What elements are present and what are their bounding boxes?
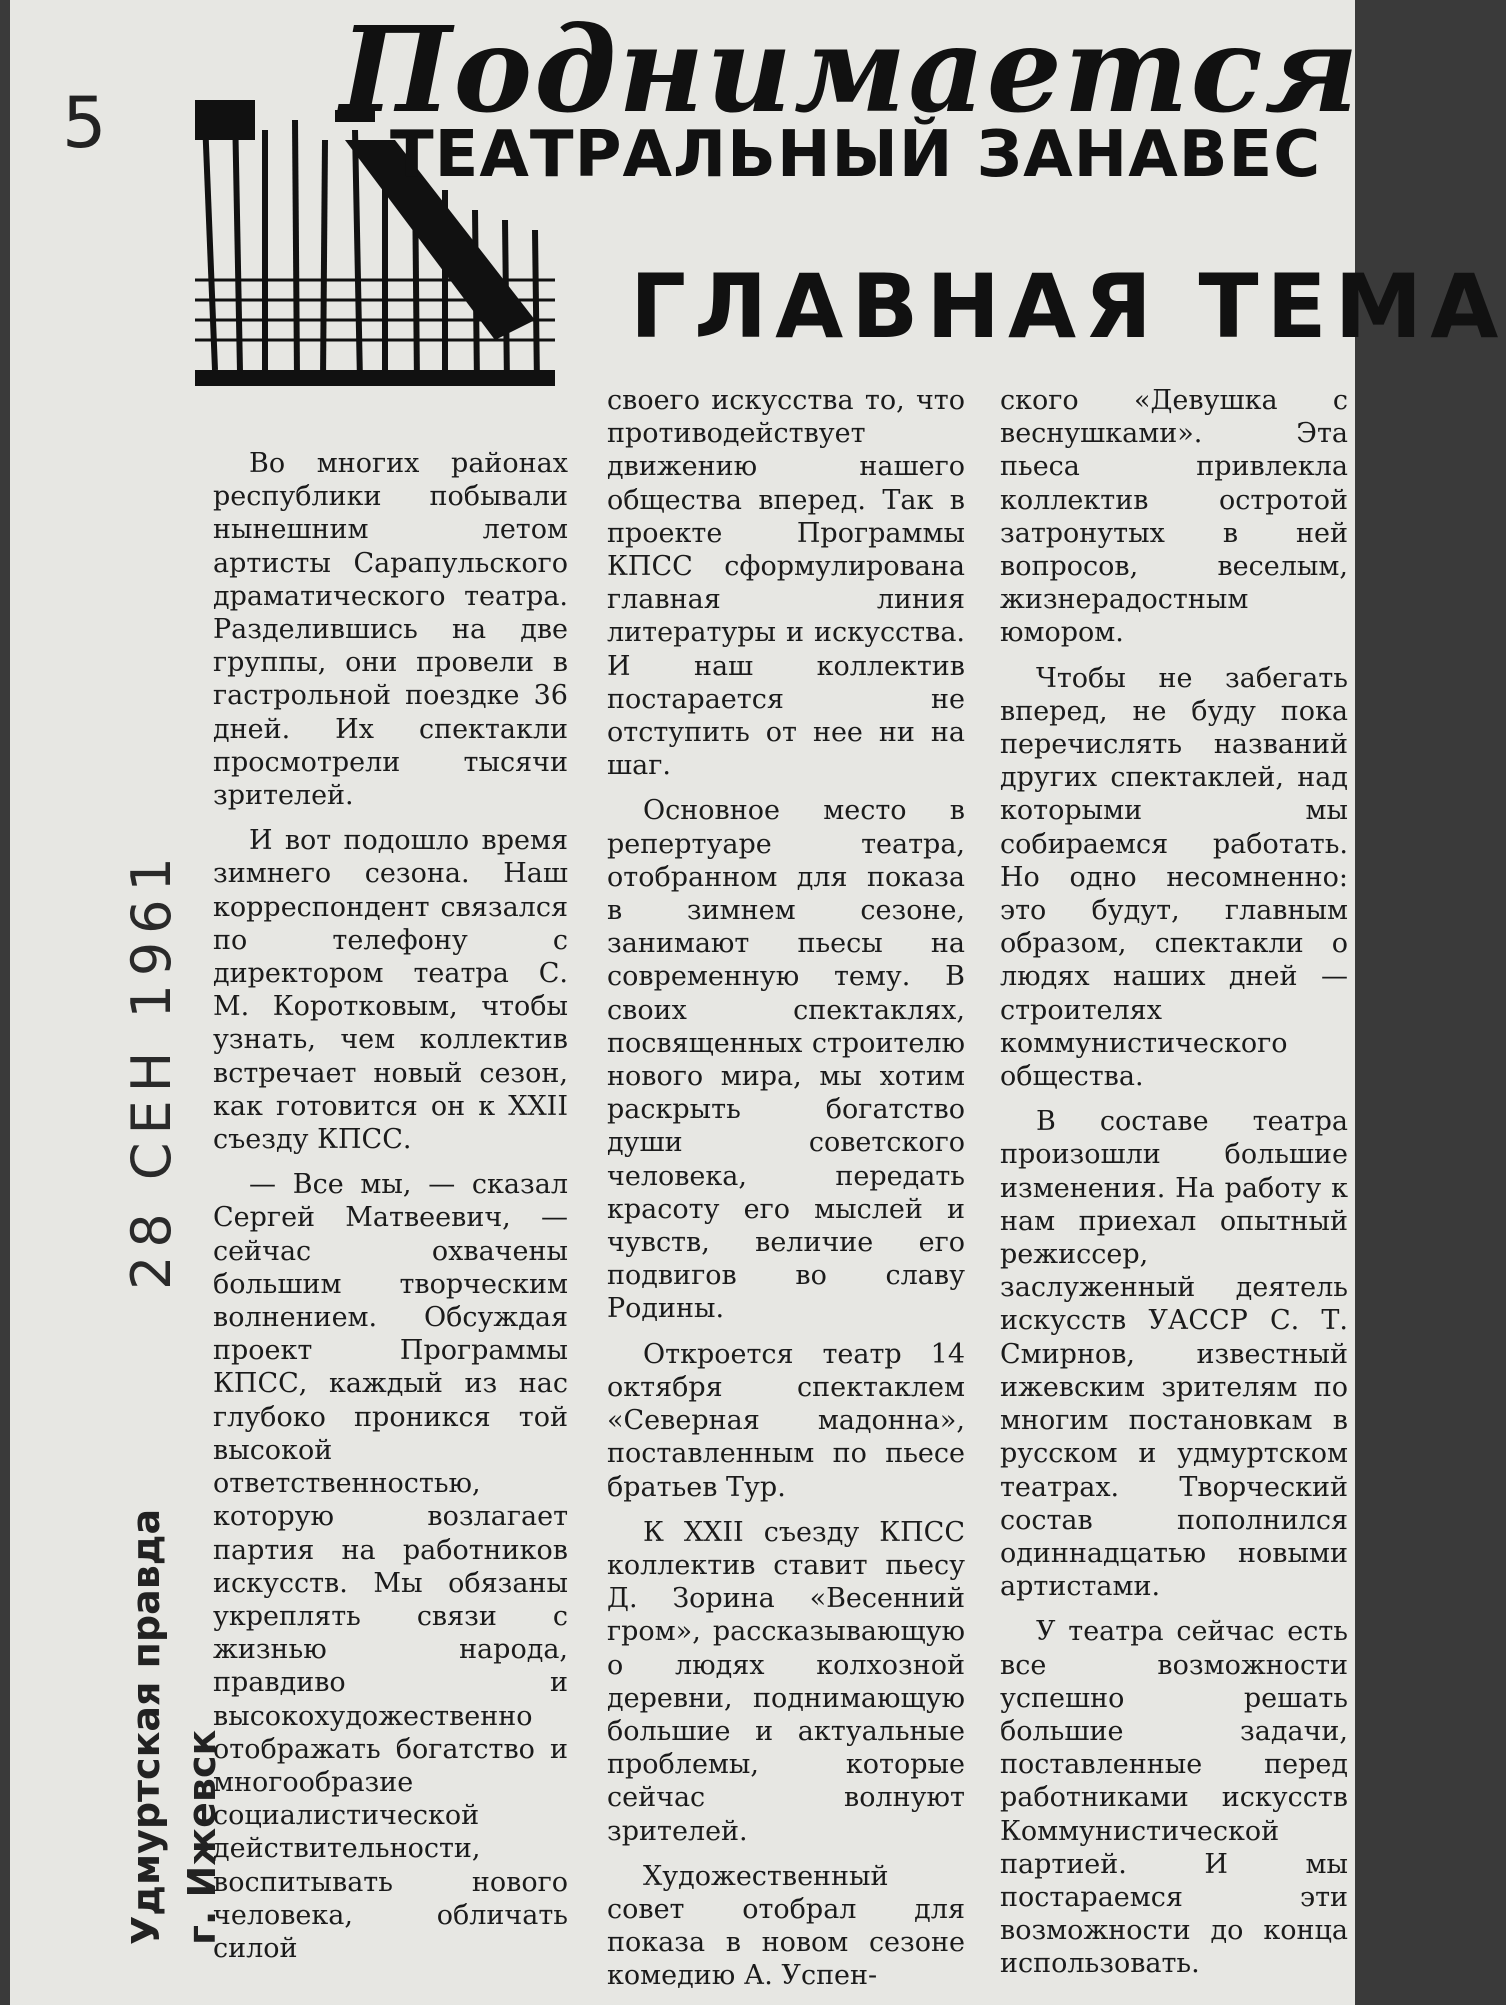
paragraph: — Все мы, — сказал Сергей Матвеевич, — сейчас охвачены большим творческим волнением. Обсуждая проект Программы КПСС, каждый из нас глубоко проникся той высокой ответственностью, которую возлагает партия на работников искусств. Мы обязаны укреплять связи с жизнью народа, правдиво и высокохудожественно отображать богатство и многообразие социалистической действительности, воспитывать нового человека, обличать силой bbox=[213, 1169, 568, 1964]
paragraph: К XXII съезду КПСС коллектив ставит пьесу Д. Зорина «Весенний гром», рассказывающую о людях колхозной деревни, поднимающую большие и актуальные проблемы, которые сейчас волнуют зрителей. bbox=[607, 1516, 965, 1847]
source-city: г. Ижевск bbox=[180, 1729, 224, 1945]
article-column-1 bbox=[213, 447, 568, 1965]
paragraph: В составе театра произошли большие изменения. На работу к нам приехал опытный режиссер, заслуженный деятель искусств УАССР С. Т. Смирнов, известный ижевским зрителям по многим постановкам в русском и удмуртском театрах. Творческий состав пополнился одиннадцатью новыми артистами. bbox=[1000, 1106, 1348, 1603]
headline-theater: ТЕАТРАЛЬНЫЙ ЗАНАВЕС bbox=[390, 118, 1322, 192]
paragraph: И вот подошло время зимнего сезона. Наш корреспондент связался по телефону с директором театра С. М. Коротковым, чтобы узнать, чем коллектив встречает новый сезон, как готовится он к XXII съезду КПСС. bbox=[213, 825, 568, 1156]
date-stamp: 28 СЕН 1961 bbox=[120, 849, 183, 1290]
article-column-3 bbox=[1000, 384, 1348, 1981]
newspaper-clipping bbox=[10, 0, 1506, 2005]
paragraph: своего искусства то, что противодействует движению нашего общества вперед. Так в проекте Программы КПСС сформулирована главная линия литературы и искусства. И наш коллектив постарается не отступить от нее ни на шаг. bbox=[607, 385, 965, 782]
paragraph: У театра сейчас есть все возможности успешно решать большие задачи, поставленные перед работниками искусств Коммунистической партией. И мы постараемся эти возможности до конца использовать. bbox=[1000, 1616, 1348, 1980]
headline-main: ГЛАВНАЯ ТЕМА bbox=[630, 255, 1506, 358]
paragraph: Художественный совет отобрал для показа в новом сезоне комедию А. Успен- bbox=[607, 1860, 965, 1992]
paragraph: Основное место в репертуаре театра, отобранном для показа в зимнем сезоне, занимают пьесы на современную тему. В своих спектаклях, посвященных строителю нового мира, мы хотим раскрыть богатство души советского человека, передать красоту его мыслей и чувств, величие его подвигов во славу Родины. bbox=[607, 795, 965, 1325]
paragraph: Откроется театр 14 октября спектаклем «Северная мадонна», поставленным по пьесе братьев Тур. bbox=[607, 1338, 965, 1503]
paragraph: Чтобы не забегать вперед, не буду пока перечислять названий других спектаклей, над которыми мы собираемся работать. Но одно несомненно: это будут, главным образом, спектакли о людях наших дней — строителях коммунистического общества. bbox=[1000, 662, 1348, 1093]
source-newspaper: Удмуртская правда bbox=[124, 1508, 168, 1945]
article-column-2 bbox=[607, 384, 965, 1993]
headline-script: Поднимается bbox=[340, 0, 1361, 139]
corner-mark: 5 bbox=[62, 82, 107, 164]
paragraph: Во многих районах республики побывали нынешним летом артисты Сарапульского драматического театра. Разделившись на две группы, они провели в гастрольной поездке 36 дней. Их спектакли просмотрели тысячи зрителей. bbox=[213, 448, 568, 812]
paragraph: ского «Девушка с веснушками». Эта пьеса привлекла коллектив остротой затронутых в ней вопросов, веселым, жизнерадостным юмором. bbox=[1000, 385, 1348, 649]
